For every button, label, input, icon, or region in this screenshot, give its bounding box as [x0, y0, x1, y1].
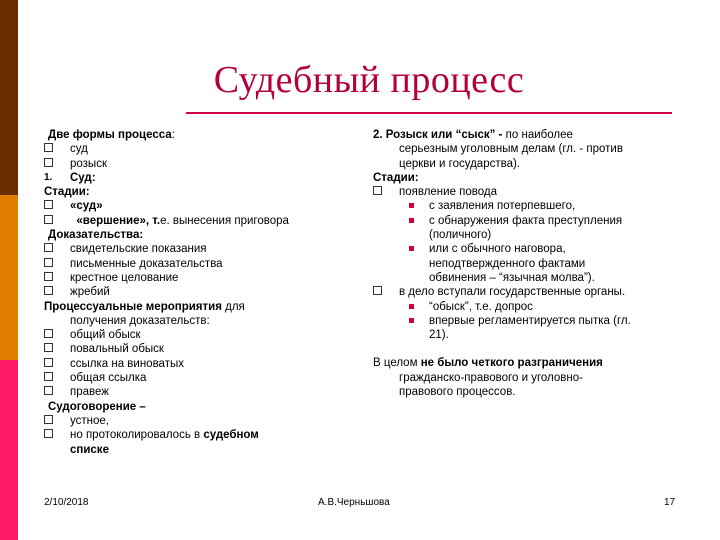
list-item-text: жребий: [70, 286, 110, 299]
conclusion: [373, 356, 693, 370]
list-item-text: свидетельские показания: [70, 243, 207, 256]
search-heading-line3: церкви и государства).: [399, 157, 521, 170]
decor-bar-pink: [0, 360, 18, 540]
square-bullet-icon: [44, 358, 53, 367]
sub-list-item-continuation: 21).: [429, 329, 449, 342]
red-square-bullet-icon: [409, 246, 414, 251]
list-item-text: повальный обыск: [70, 343, 164, 356]
stages-heading: Стадии:: [373, 171, 419, 184]
footer-author: А.В.Черньшова: [318, 497, 390, 508]
list-item: [44, 428, 344, 442]
list-item: [44, 157, 344, 171]
sub-list-item-text: с заявления потерпевшего,: [429, 200, 576, 213]
court-heading: [44, 171, 344, 185]
list-item: [44, 414, 344, 428]
procedures-heading-text: Процессуальные мероприятия: [44, 300, 222, 313]
list-item-text: розыск: [70, 157, 107, 170]
list-item: [44, 357, 344, 371]
list-item-text: ссылка на виноватых: [70, 357, 184, 370]
square-bullet-icon: [44, 386, 53, 395]
list-item: [44, 385, 344, 399]
list-item: [373, 185, 693, 199]
square-bullet-icon: [44, 158, 53, 167]
sub-list-item: [373, 314, 693, 328]
list-item-text-bold: «вершение», т.: [76, 214, 161, 227]
red-square-bullet-icon: [409, 304, 414, 309]
conclusion-text-bold: не было четкого разграничения: [420, 357, 603, 370]
list-item-text: правеж: [70, 386, 109, 399]
number-marker: 1.: [44, 171, 53, 183]
sub-list-item-text: “обыск”, т.е. допрос: [429, 300, 533, 313]
decor-bar-brown: [0, 0, 18, 195]
footer-date: 2/10/2018: [44, 497, 89, 508]
stages-heading: Стадии:: [44, 186, 90, 199]
red-square-bullet-icon: [409, 318, 414, 323]
square-bullet-icon: [373, 286, 382, 295]
list-item-text: общая ссылка: [70, 372, 147, 385]
square-bullet-icon: [44, 215, 53, 224]
square-bullet-icon: [44, 286, 53, 295]
square-bullet-icon: [44, 243, 53, 252]
list-item: [44, 242, 344, 256]
procedures-heading: [44, 300, 344, 314]
red-square-bullet-icon: [409, 203, 414, 208]
list-item: [44, 371, 344, 385]
procedures-heading-rest: для: [221, 300, 245, 313]
list-item-text: общий обыск: [70, 329, 141, 342]
trial-heading: Судоговорение –: [48, 400, 146, 413]
evidence-heading: Доказательства:: [48, 229, 144, 242]
sub-list-item-continuation: (поличного): [429, 229, 492, 242]
list-item-text: в дело вступали государственные органы.: [399, 286, 626, 299]
left-column: [44, 128, 344, 457]
list-item: [44, 285, 344, 299]
footer-page-number: 17: [664, 497, 676, 508]
title-underline: [186, 112, 672, 114]
list-item-text: но протоколировалось в: [70, 429, 204, 442]
forms-heading-colon: :: [171, 129, 175, 141]
search-heading-line2: серьезным уголовным делам (гл. - против: [399, 143, 623, 156]
list-item: [44, 342, 344, 356]
list-item: [44, 199, 344, 213]
search-heading-rest: по наиболее: [502, 129, 573, 141]
sub-list-item: [373, 214, 693, 228]
list-item: [373, 285, 693, 299]
square-bullet-icon: [44, 200, 53, 209]
square-bullet-icon: [44, 415, 53, 424]
list-item-continuation: списке: [70, 443, 109, 456]
search-heading: [373, 128, 693, 142]
forms-heading: [44, 128, 344, 142]
list-item-text: появление повода: [399, 186, 498, 199]
sub-list-item: [373, 242, 693, 256]
square-bullet-icon: [44, 343, 53, 352]
list-item: [44, 257, 344, 271]
slide-title: Судебный процесс: [213, 59, 525, 101]
sub-list-item-text: или с обычного наговора,: [429, 243, 566, 256]
decor-bar-orange: [0, 195, 18, 360]
list-item-text: «суд»: [70, 200, 103, 213]
square-bullet-icon: [44, 372, 53, 381]
list-item-text: устное,: [70, 414, 109, 427]
list-item-text: суд: [70, 143, 88, 156]
list-item: [44, 328, 344, 342]
square-bullet-icon: [44, 143, 53, 152]
procedures-heading-line2: получения доказательств:: [70, 314, 210, 327]
list-item-text-bold: судебном: [203, 429, 259, 442]
search-heading-bold: 2. Розыск или “сыск” -: [373, 129, 503, 141]
list-item-text: е. вынесения приговора: [160, 214, 289, 227]
sub-list-item-text: впервые регламентируется пытка (гл.: [429, 314, 631, 327]
list-item: [44, 214, 344, 228]
sub-list-item-text: с обнаружения факта преступления: [429, 214, 623, 227]
sub-list-item: [373, 199, 693, 213]
square-bullet-icon: [373, 186, 382, 195]
conclusion-text: В целом: [373, 357, 421, 370]
list-item-text: письменные доказательства: [70, 257, 223, 270]
list-item: [44, 142, 344, 156]
square-bullet-icon: [44, 429, 53, 438]
list-item: [44, 271, 344, 285]
square-bullet-icon: [44, 329, 53, 338]
conclusion-line2: гражданско-правового и уголовно-: [399, 371, 583, 384]
red-square-bullet-icon: [409, 218, 414, 223]
square-bullet-icon: [44, 258, 53, 267]
court-heading-text: Суд:: [70, 171, 96, 184]
sub-list-item-continuation: неподтвержденного фактами: [429, 257, 586, 270]
right-column: [373, 128, 693, 399]
sub-list-item-continuation: обвинения – “язычная молва”).: [429, 271, 595, 284]
list-item-text: крестное целование: [70, 271, 179, 284]
conclusion-line3: правового процессов.: [399, 386, 516, 399]
square-bullet-icon: [44, 272, 53, 281]
forms-heading-text: Две формы процесса: [48, 129, 172, 141]
sub-list-item: [373, 300, 693, 314]
